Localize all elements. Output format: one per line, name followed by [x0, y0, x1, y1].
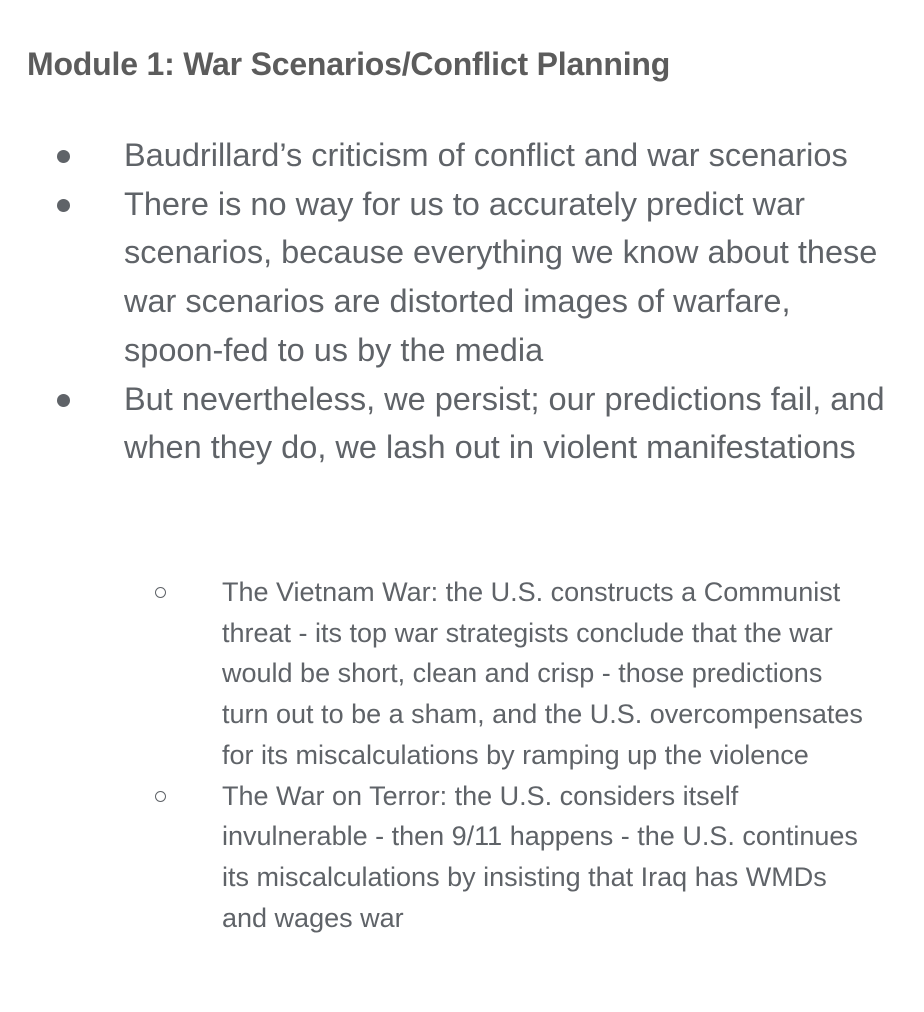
- bullet-item: [0, 180, 894, 375]
- sub-bullet-text: The War on Terror: the U.S. considers itself invulnerable - then 9/11 happens - the U.S. continues its miscalculations by insisting that Iraq has WMDs and wages war: [222, 780, 858, 933]
- bullet-dot-icon: [57, 199, 70, 212]
- main-bullet-list: [0, 131, 924, 472]
- bullet-item: [0, 375, 894, 472]
- sub-bullet-text: The Vietnam War: the U.S. constructs a Communist threat - its top war strategists conclude that the war would be short, clean and crisp - those predictions turn out to be a sham, and the U.S. overcompensates for its miscalculations by ramping up the violence: [222, 577, 863, 770]
- bullet-text: There is no way for us to accurately predict war scenarios, because everything we know about these war scenarios are distorted images of warfare, spoon-fed to us by the media: [124, 185, 878, 368]
- bullet-item: [0, 131, 894, 180]
- sub-bullet-item: [0, 572, 872, 776]
- sub-bullet-circle-icon: [155, 587, 166, 598]
- bullet-dot-icon: [57, 150, 70, 163]
- bullet-text: But nevertheless, we persist; our predictions fail, and when they do, we lash out in violent manifestations: [124, 380, 885, 466]
- bullet-dot-icon: [57, 394, 70, 407]
- sub-bullet-item: [0, 776, 872, 939]
- module-title: Module 1: War Scenarios/Conflict Planning: [27, 46, 671, 82]
- sub-bullet-circle-icon: [155, 791, 166, 802]
- sub-bullet-list: [0, 572, 924, 938]
- bullet-text: Baudrillard’s criticism of conflict and war scenarios: [124, 137, 848, 173]
